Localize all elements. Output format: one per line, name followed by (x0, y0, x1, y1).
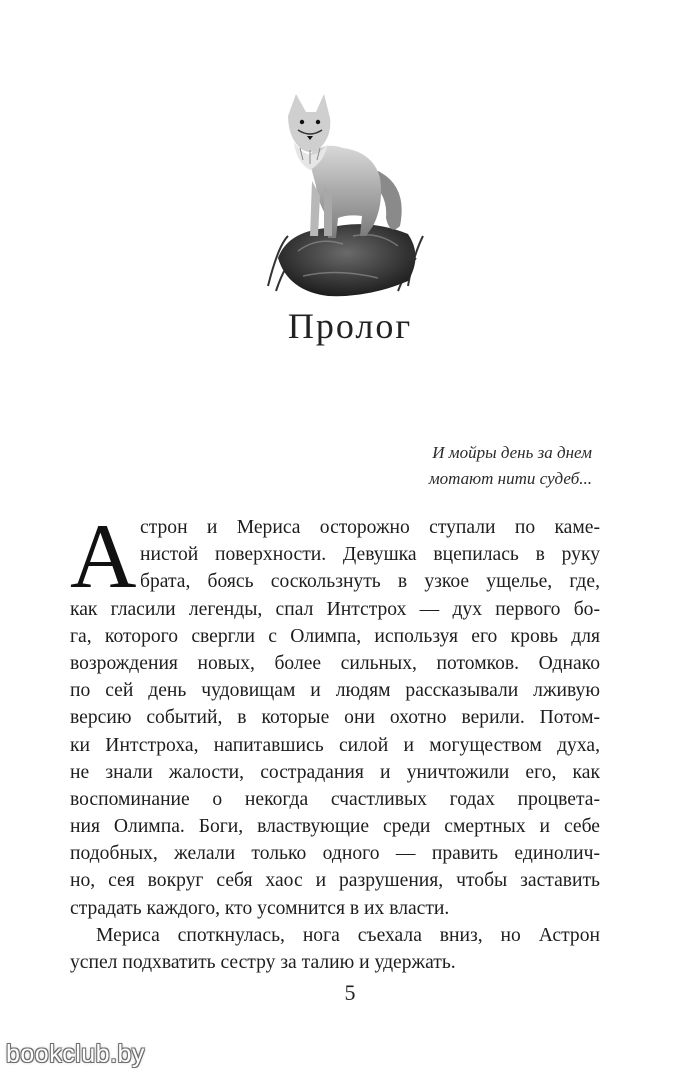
text-line: брата, боясь соскользнуть в узкое ущелье, где, (140, 571, 600, 593)
drop-cap: А (70, 505, 137, 607)
text-line: но, сея вокруг себя хаос и разрушения, чтобы заставить (70, 870, 600, 892)
epigraph-line: мотают нити судеб... (428, 469, 592, 488)
body-text (70, 505, 600, 976)
text-line: ки Интстроха, напитавшись силой и могуществом духа, (70, 734, 600, 756)
text-line: успел подхватить сестру за талию и удержать. (70, 952, 456, 973)
text-line: Мериса споткнулась, нога съехала вниз, но Астрон (96, 924, 600, 946)
chapter-title: Пролог (287, 306, 413, 346)
text-line: версию событий, в которые они охотно верили. Потом- (70, 707, 600, 729)
text-line: нистой поверхности. Девушка вцепилась в руку (140, 544, 600, 566)
epigraph-line: И мойры день за днем (432, 443, 592, 462)
text-line: возрождения новых, более сильных, потомков. Однако (70, 652, 600, 674)
text-line: ния Олимпа. Боги, властвующие среди смертных и себе (70, 816, 600, 838)
watermark: bookclub.by (6, 1040, 145, 1068)
text-line: га, которого свергли с Олимпа, используя его кровь для (70, 625, 600, 647)
text-line: как гласили легенды, спал Интстрох — дух первого бо- (70, 598, 600, 620)
text-line: воспоминание о некогда счастливых годах процвета- (70, 788, 600, 810)
text-line: подобных, желали только одного — править единолич- (70, 843, 600, 865)
wolf-on-rock-icon (258, 86, 428, 304)
text-line: страдать каждого, кто усомнится в их власти. (70, 897, 450, 919)
text-line: не знали жалости, сострадания и уничтожили его, как (70, 761, 600, 783)
text-line: по сей день чудовищам и людям рассказывали лживую (70, 680, 600, 702)
epigraph (429, 440, 592, 492)
text-line: строн и Мериса осторожно ступали по каме- (140, 517, 600, 538)
page-number: 5 (344, 980, 356, 1005)
